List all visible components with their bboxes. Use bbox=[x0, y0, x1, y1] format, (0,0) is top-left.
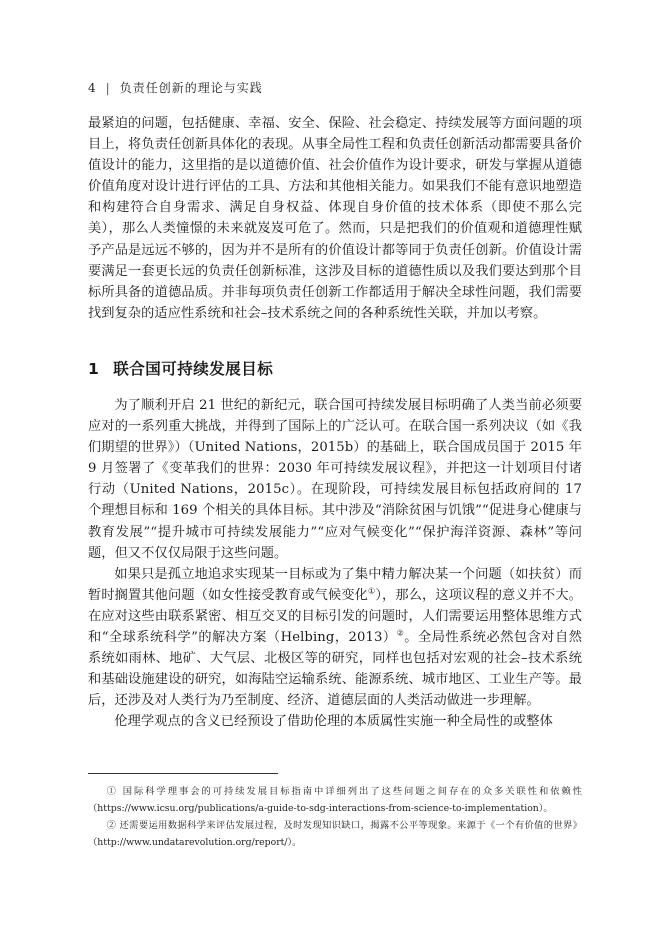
footnote-ref-1[interactable]: ① bbox=[367, 586, 376, 596]
paragraph-2-part-a: 如果只是孤立地追求实现某一目标或为了集中精力解决某一个问题（如扶贫）而暂时搁置其他问题（如女性接受教育或气候变化 bbox=[88, 566, 582, 603]
section-number: 1 bbox=[88, 360, 100, 378]
footnote-divider bbox=[88, 773, 278, 774]
paragraph-2-part-c: 。全局性系统必然包含对自然系统如雨林、地矿、大气层、北极区等的研究，同样也包括对宏观的社会–技术系统和基础设施建设的研究，如海陆空运输系统、能源系统、城市地区、工业生产等。最后，还涉及对人类行为乃至制度、经济、道德层面的人类活动做进一步理解。 bbox=[88, 630, 582, 709]
paragraph-3: 伦理学观点的含义已经预设了借助伦理的本质属性实施一种全局性的或整体 bbox=[114, 714, 553, 730]
footnote-2: ② 还需要运用数据科学来评估发展过程，及时发现知识缺口，揭露不公平等现象。来源于《一个有价值的世界》（http://www.undatarevolution.org/report/）。 bbox=[88, 820, 582, 848]
page-number: 4 bbox=[88, 81, 97, 95]
paragraph-2 bbox=[88, 564, 582, 712]
section-body bbox=[88, 395, 582, 733]
intro-paragraph: 最紧迫的问题，包括健康、幸福、安全、保险、社会稳定、持续发展等方面问题的项目上，将负责任创新具体化的表现。从事全局性工程和负责任创新活动都需要具备价值设计的能力，这里指的是以道德价值、社会价值作为设计要求，研发与掌握从道德价值角度对设计进行评估的工具、方法和其他相关能力。如果我们不能有意识地塑造和构建符合自身需求、满足自身权益、体现自身价值的技术体系（即使不那么完美），那么人类憧憬的未来就岌岌可危了。然而，只是把我们的价值观和道德理性赋予产品是远远不够的，因为并不是所有的价值设计都等同于负责任创新。价值设计需要满足一套更长远的负责任创新标准，这涉及目标的道德性质以及我们要达到那个目标所具备的道德品质。并非每项负责任创新工作都适用于解决全球性问题，我们需要找到复杂的适应性系统和社会–技术系统之间的各种系统性关联，并加以考察。 bbox=[88, 116, 582, 321]
footnote-1: ① 国际科学理事会的可持续发展目标指南中详细列出了这些问题之间存在的众多关联性和依赖性（https://www.icsu.org/publications/a-guide-to-sdg-interactions-from-science-to-implementation）。 bbox=[88, 786, 582, 814]
section-title: 联合国可持续发展目标 bbox=[113, 360, 274, 378]
footnotes bbox=[88, 783, 582, 851]
running-header bbox=[88, 79, 263, 96]
paragraph-2-part-b: ），那么，这项议程的意义并不大。在应对这些由联系紧密、相互交叉的目标引发的问题时，人们需要运用整体思维方式和“全球系统科学”的解决方案（Helbing，2013） bbox=[88, 587, 582, 646]
header-separator: | bbox=[105, 81, 111, 95]
intro-text-block bbox=[88, 113, 582, 324]
section-heading bbox=[88, 357, 273, 379]
paragraph-1: 为了顺利开启 21 世纪的新纪元，联合国可持续发展目标明确了人类当前必须要应对的一系列重大挑战，并得到了国际上的广泛认可。在联合国一系列决议（如《我们期望的世界》）（United Nations，2015b）的基础上，联合国成员国于 2015 年 9 月签署了《变革我们的世界：2030 年可持续发展议程》，并把这一计划项目付诸行动（United Nations，2015c）。在现阶段，可持续发展目标包括政府间的 17 个理想目标和 169 个相关的具体目标。其中涉及“消除贫困与饥饿”“促进身心健康与教育发展”“提升城市可持续发展能力”“应对气候变化”“保护海洋资源、森林”等问题，但又不仅仅局限于这些问题。 bbox=[88, 398, 582, 561]
running-title: 负责任创新的理论与实践 bbox=[119, 81, 263, 95]
footnote-ref-2[interactable]: ② bbox=[396, 628, 405, 638]
